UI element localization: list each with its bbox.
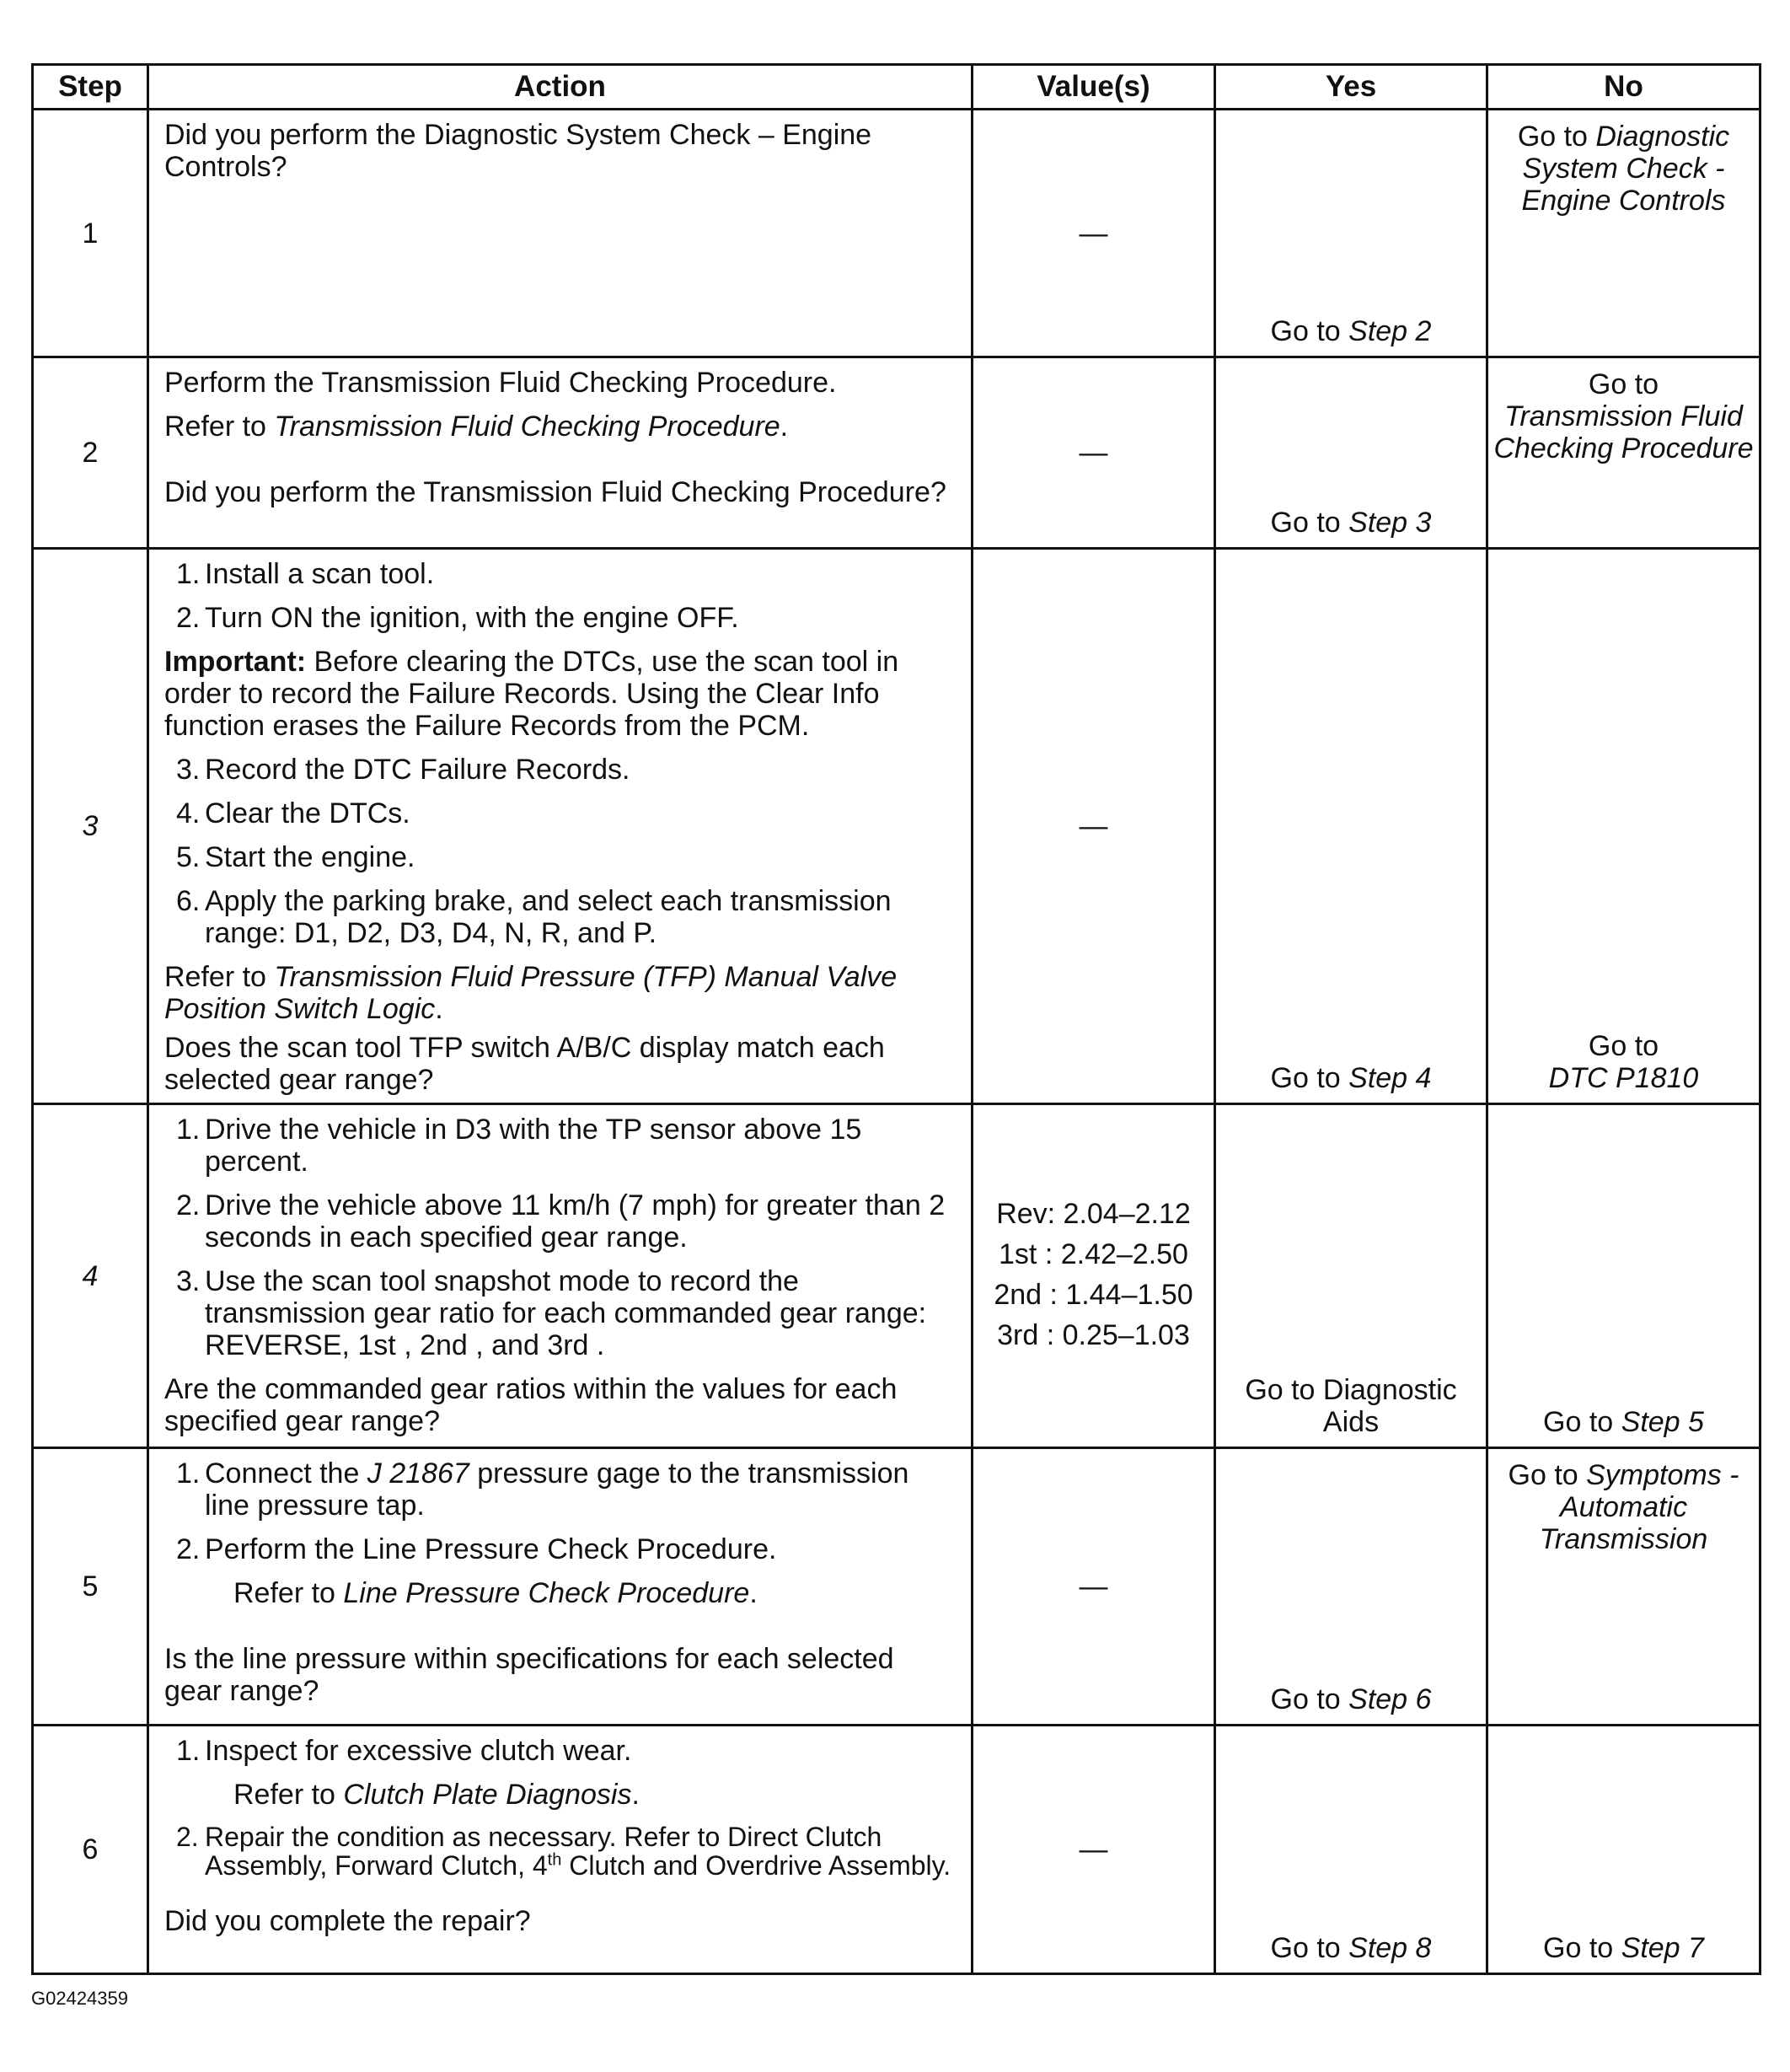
- refer-link[interactable]: Clutch Plate Diagnosis: [343, 1779, 632, 1811]
- no-procedure-link[interactable]: Transmission Fluid Checking Procedure: [1493, 400, 1754, 464]
- diagnostic-table: [31, 63, 1761, 1975]
- important-text: Before clearing the DTCs, use the scan tool in order to record the Failure Records. Using the Clear Info function erases the Failure Records from the PCM.: [164, 646, 899, 742]
- refer-suffix: .: [631, 1779, 640, 1811]
- item-number: 5.: [176, 841, 201, 873]
- no-procedure-link[interactable]: Diagnostic System Check - Engine Controls: [1521, 121, 1730, 217]
- yes-prefix: Go to: [1270, 507, 1349, 539]
- yes-cell: [1215, 1104, 1487, 1448]
- step-number: 6: [33, 1726, 148, 1974]
- no-step-link[interactable]: Step 5: [1621, 1406, 1704, 1438]
- value-cell: —: [973, 110, 1215, 357]
- item-number: 2.: [176, 1189, 201, 1221]
- action-cell: [148, 357, 973, 549]
- value-reverse: Rev: 2.04–2.12: [996, 1198, 1191, 1230]
- action-question: Did you perform the Diagnostic System Check – Engine Controls?: [164, 119, 872, 183]
- item-number: 2.: [176, 1533, 201, 1565]
- action-question: Is the line pressure within specifications for each selected gear range?: [164, 1643, 894, 1707]
- list-item: [164, 1265, 957, 1361]
- no-symptoms-link[interactable]: Symptoms - Automatic Transmission: [1539, 1459, 1739, 1555]
- list-item: [164, 602, 957, 634]
- yes-cell: [1215, 357, 1487, 549]
- item-text: Start the engine.: [205, 841, 415, 873]
- yes-cell: [1215, 1448, 1487, 1726]
- yes-step-link[interactable]: Step 2: [1348, 315, 1432, 347]
- refer-line: [164, 961, 957, 1025]
- refer-link[interactable]: Transmission Fluid Pressure (TFP) Manual Valve Position Switch Logic: [164, 961, 898, 1025]
- important-label: Important:: [164, 646, 307, 678]
- list-item: [164, 1457, 957, 1522]
- item-prefix: Repair the condition as necessary. Refer to Direct Clutch Assembly, Forward Clutch, 4: [205, 1822, 882, 1881]
- yes-step-link[interactable]: Step 8: [1348, 1932, 1432, 1964]
- yes-step-link[interactable]: Step 3: [1348, 507, 1432, 539]
- table-row: [33, 1726, 1761, 1974]
- no-step-link[interactable]: Step 7: [1621, 1932, 1704, 1964]
- no-prefix: Go to: [1517, 121, 1596, 153]
- item-number: 4.: [176, 797, 201, 829]
- item-number: 3.: [176, 1265, 201, 1297]
- no-cell: [1487, 549, 1761, 1104]
- item-number: 1.: [176, 1735, 201, 1767]
- item-text: Clear the DTCs.: [205, 797, 410, 829]
- list-item: [164, 885, 957, 949]
- value-second: 2nd : 1.44–1.50: [994, 1279, 1193, 1311]
- item-text: Perform the Line Pressure Check Procedure.: [205, 1533, 777, 1565]
- yes-step-link[interactable]: Step 6: [1348, 1683, 1432, 1715]
- yes-step-link[interactable]: Step 4: [1348, 1062, 1432, 1094]
- yes-prefix: Go to: [1270, 1062, 1349, 1094]
- item-number: 2.: [176, 602, 201, 634]
- action-cell: [148, 1448, 973, 1726]
- item-suffix: Clutch and Overdrive Assembly.: [561, 1850, 951, 1881]
- yes-cell: [1215, 549, 1487, 1104]
- header-values: Value(s): [973, 65, 1215, 110]
- refer-suffix: .: [749, 1577, 758, 1609]
- item-number: 6.: [176, 885, 201, 917]
- value-cell: [973, 1104, 1215, 1448]
- item-number: 1.: [176, 558, 201, 590]
- yes-prefix: Go to: [1270, 1932, 1349, 1964]
- action-question: Does the scan tool TFP switch A/B/C display match each selected gear range?: [164, 1032, 885, 1096]
- refer-line: [164, 1779, 957, 1811]
- action-question: Did you perform the Transmission Fluid Checking Procedure?: [164, 476, 946, 508]
- item-text: Turn ON the ignition, with the engine OFF.: [205, 602, 739, 634]
- item-number: 2.: [176, 1822, 199, 1852]
- refer-prefix: Refer to: [233, 1577, 344, 1609]
- yes-prefix: Go to: [1270, 315, 1349, 347]
- refer-prefix: Refer to: [233, 1779, 344, 1811]
- item-text: Apply the parking brake, and select each transmission range: D1, D2, D3, D4, N, R, and P.: [205, 885, 892, 949]
- tool-link[interactable]: J 21867: [367, 1457, 469, 1490]
- item-text: Drive the vehicle above 11 km/h (7 mph) for greater than 2 seconds in each specified gear range.: [205, 1189, 946, 1253]
- item-text: Use the scan tool snapshot mode to record the transmission gear ratio for each commanded gear range: REVERSE, 1st , 2nd , and 3rd .: [205, 1265, 927, 1361]
- item-number: 1.: [176, 1114, 201, 1146]
- value-cell: —: [973, 357, 1215, 549]
- value-cell: —: [973, 549, 1215, 1104]
- yes-diagnostic-aids-link[interactable]: Go to Diagnostic Aids: [1245, 1374, 1457, 1438]
- gear-ratio-values: [973, 1198, 1214, 1351]
- table-row: [33, 357, 1761, 549]
- header-row: [33, 65, 1761, 110]
- item-text: Install a scan tool.: [205, 558, 435, 590]
- step-number: 4: [33, 1104, 148, 1448]
- action-cell: [148, 549, 973, 1104]
- value-cell: —: [973, 1726, 1215, 1974]
- action-question: Are the commanded gear ratios within the values for each specified gear range?: [164, 1373, 898, 1437]
- step-number: 1: [33, 110, 148, 357]
- refer-suffix: .: [780, 411, 789, 443]
- list-item: [164, 558, 957, 590]
- table-row: [33, 1104, 1761, 1448]
- refer-prefix: Refer to: [164, 411, 275, 443]
- value-third: 3rd : 0.25–1.03: [997, 1319, 1190, 1351]
- item-text: Inspect for excessive clutch wear.: [205, 1735, 632, 1767]
- important-note: [164, 646, 957, 742]
- header-action: Action: [148, 65, 973, 110]
- no-prefix: Go to: [1588, 368, 1659, 400]
- no-prefix: Go to: [1508, 1459, 1587, 1491]
- action-cell: [148, 110, 973, 357]
- refer-link[interactable]: Line Pressure Check Procedure: [343, 1577, 750, 1609]
- step-number: 5: [33, 1448, 148, 1726]
- list-item: [164, 754, 957, 786]
- yes-prefix: Go to: [1270, 1683, 1349, 1715]
- value-cell: —: [973, 1448, 1215, 1726]
- list-item: [164, 1114, 957, 1178]
- refer-suffix: .: [435, 993, 443, 1025]
- list-item: [164, 1735, 957, 1767]
- header-yes: Yes: [1215, 65, 1487, 110]
- value-first: 1st : 2.42–2.50: [999, 1238, 1188, 1270]
- list-item: [164, 1533, 957, 1565]
- action-question: Did you complete the repair?: [164, 1905, 531, 1937]
- no-cell: [1487, 1448, 1761, 1726]
- action-cell: [148, 1104, 973, 1448]
- no-prefix: Go to: [1543, 1932, 1621, 1964]
- no-prefix: Go to: [1588, 1030, 1659, 1062]
- list-item: [164, 841, 957, 873]
- refer-prefix: Refer to: [164, 961, 275, 993]
- no-cell: [1487, 1104, 1761, 1448]
- ordinal-superscript: th: [547, 1850, 562, 1870]
- step-number: 2: [33, 357, 148, 549]
- yes-cell: [1215, 1726, 1487, 1974]
- refer-line: [164, 411, 957, 443]
- item-number: 3.: [176, 754, 201, 786]
- no-dtc-link[interactable]: DTC P1810: [1548, 1062, 1699, 1094]
- list-item: [164, 1189, 957, 1253]
- yes-cell: [1215, 110, 1487, 357]
- item-text: Drive the vehicle in D3 with the TP sensor above 15 percent.: [205, 1114, 862, 1178]
- action-cell: [148, 1726, 973, 1974]
- no-cell: [1487, 110, 1761, 357]
- list-item: [164, 797, 957, 829]
- no-cell: [1487, 1726, 1761, 1974]
- item-text: Record the DTC Failure Records.: [205, 754, 630, 786]
- list-item: [164, 1822, 957, 1880]
- item-suffix: pressure gage to the transmission line pressure tap.: [205, 1457, 909, 1522]
- refer-link[interactable]: Transmission Fluid Checking Procedure: [274, 411, 780, 443]
- refer-line: [164, 1577, 957, 1609]
- table-row: [33, 110, 1761, 357]
- no-prefix: Go to: [1543, 1406, 1621, 1438]
- header-step: Step: [33, 65, 148, 110]
- figure-id: G02424359: [31, 1988, 128, 2009]
- header-no: No: [1487, 65, 1761, 110]
- step-number: 3: [33, 549, 148, 1104]
- item-number: 1.: [176, 1457, 201, 1490]
- item-prefix: Connect the: [205, 1457, 367, 1490]
- action-line: Perform the Transmission Fluid Checking Procedure.: [164, 367, 837, 399]
- table-row: [33, 549, 1761, 1104]
- table-row: [33, 1448, 1761, 1726]
- no-cell: [1487, 357, 1761, 549]
